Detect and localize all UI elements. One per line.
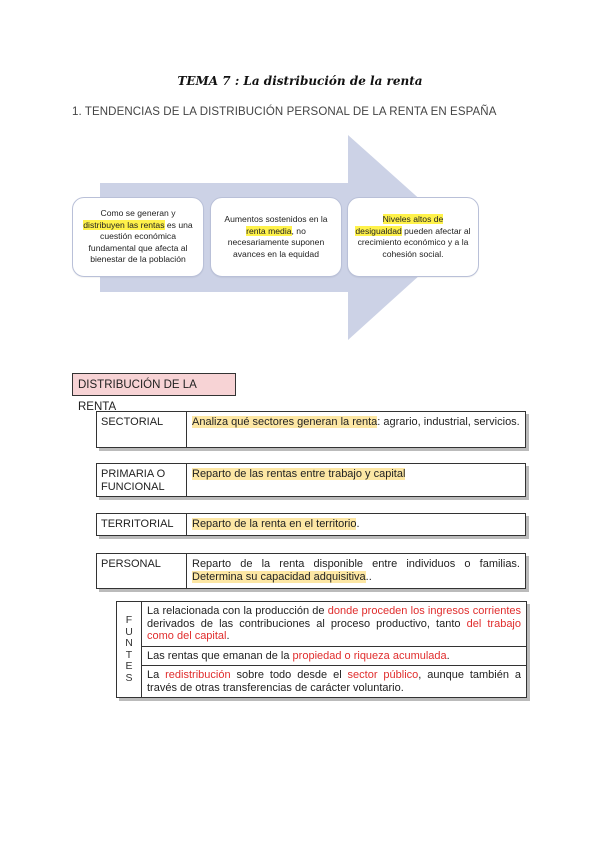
fuentes-item-redistribucion: La redistribución sobre todo desde el sector público, aunque también a través de otras transferencias de carácter voluntario. [147, 669, 521, 694]
section-heading-distribucion: DISTRIBUCIÓN DE LA RENTA [72, 373, 236, 396]
table-row-personal [96, 553, 526, 589]
fuentes-item-propiedad: Las rentas que emanan de la propiedad o riqueza acumulada. [142, 647, 526, 667]
page-title: TEMA 7 : La distribución de la renta [177, 74, 423, 88]
row-label: PRIMARIA O FUNCIONAL [97, 464, 187, 496]
table-row-sectorial [96, 411, 526, 448]
row-label: TERRITORIAL [97, 514, 187, 535]
row-text: Reparto de las rentas entre trabajo y capital [192, 468, 406, 480]
fuentes-item-produccion: La relacionada con la producción de donde proceden los ingresos corrientes derivados de las contribuciones al proceso productivo, tanto del trabajo como del capital. [142, 602, 526, 647]
table-row-primaria [96, 463, 526, 497]
row-text: Reparto de la renta disponible entre individuos o familias. Determina su capacidad adquisitiva.. [192, 558, 520, 583]
row-text: Reparto de la renta en el territorio. [192, 518, 360, 530]
diagram-box-2: Aumentos sostenidos en la renta media, no necesariamente suponen avances en la equidad [210, 197, 342, 277]
fuentes-table [116, 601, 527, 698]
diagram-box-1: Como se generan y distribuyen las rentas es una cuestión económica fundamental que afecta al bienestar de la población [72, 197, 204, 277]
fuentes-side-label: F U N T E S [117, 602, 142, 697]
row-text: Analiza qué sectores generan la renta: agrario, industrial, servicios. [192, 416, 520, 428]
section-heading-tendencias: 1. TENDENCIAS DE LA DISTRIBUCIÓN PERSONAL DE LA RENTA EN ESPAÑA [72, 106, 497, 118]
table-row-territorial [96, 513, 526, 536]
row-label: SECTORIAL [97, 412, 187, 447]
row-label: PERSONAL [97, 554, 187, 588]
diagram-box-3: Niveles altos de desigualdad pueden afectar al crecimiento económico y a la cohesión social. [347, 197, 479, 277]
